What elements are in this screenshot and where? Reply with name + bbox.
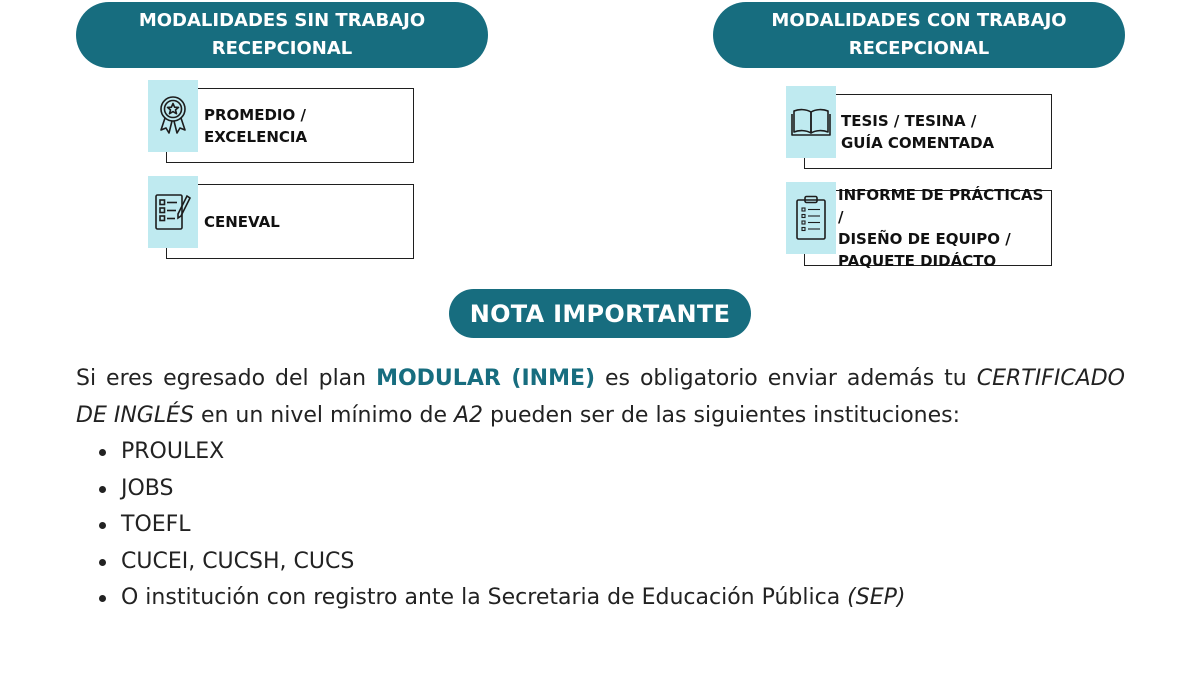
modality-label-line: GUÍA COMENTADA: [841, 133, 995, 152]
modality-label-line: EXCELENCIA: [204, 127, 308, 146]
open-book-icon: [786, 86, 836, 158]
institution-acronym: (SEP): [847, 585, 906, 610]
modality-card-promedio: [166, 88, 414, 163]
modality-label: [204, 89, 307, 162]
modality-label: [841, 95, 994, 168]
list-item: [76, 580, 1125, 617]
institution-name: TOEFL: [121, 512, 191, 537]
section-header-line: MODALIDADES CON TRABAJO: [771, 10, 1067, 31]
nota-body: [76, 361, 1125, 617]
modality-label: [204, 185, 280, 258]
checklist-icon: [148, 176, 198, 248]
certificate-name: CERTIFICADO DE INGLÉS: [76, 366, 1125, 428]
modality-label-line: TESIS / TESINA /: [841, 111, 977, 130]
level-name: A2: [454, 402, 484, 428]
list-item: [76, 434, 1125, 471]
section-header-con-trabajo: [713, 2, 1125, 68]
nota-text: es obligatorio enviar además tu: [595, 366, 977, 391]
institution-name: O institución con registro ante la Secretaria de Educación Pública: [121, 585, 848, 610]
institution-name: CUCEI, CUCSH, CUCS: [121, 548, 355, 574]
modality-label: [838, 186, 1051, 270]
list-item: [76, 507, 1125, 544]
institution-list: [76, 434, 1125, 617]
list-item: [76, 471, 1125, 508]
list-item: [76, 544, 1125, 581]
modality-card-ceneval: [166, 184, 414, 259]
modality-card-tesis: [804, 94, 1052, 169]
modality-label-line: DISEÑO DE EQUIPO /: [838, 230, 1011, 248]
section-header-line: RECEPCIONAL: [848, 38, 990, 59]
award-ribbon-icon: [148, 80, 198, 152]
nota-paragraph: [76, 361, 1125, 434]
modality-card-informe: [804, 186, 1052, 270]
plan-highlight: MODULAR (INME): [376, 366, 596, 391]
nota-title: NOTA IMPORTANTE: [469, 299, 731, 328]
section-header-line: RECEPCIONAL: [211, 38, 353, 59]
modality-label-line: PAQUETE DIDÁCTO: [838, 252, 997, 270]
nota-text: pueden ser de las siguientes instituciones:: [483, 402, 961, 428]
clipboard-icon: [786, 182, 836, 254]
modality-label-line: INFORME DE PRÁCTICAS /: [838, 186, 1044, 226]
nota-importante-badge: [449, 289, 751, 338]
modality-label-line: PROMEDIO /: [204, 105, 306, 124]
section-header-sin-trabajo: [76, 2, 488, 68]
institution-name: PROULEX: [121, 439, 225, 464]
modality-label-line: CENEVAL: [204, 212, 280, 231]
nota-text: Si eres egresado del plan: [76, 366, 377, 391]
section-header-line: MODALIDADES SIN TRABAJO: [138, 10, 426, 31]
institution-name: JOBS: [121, 475, 174, 501]
nota-text: en un nivel mínimo de: [193, 402, 454, 428]
